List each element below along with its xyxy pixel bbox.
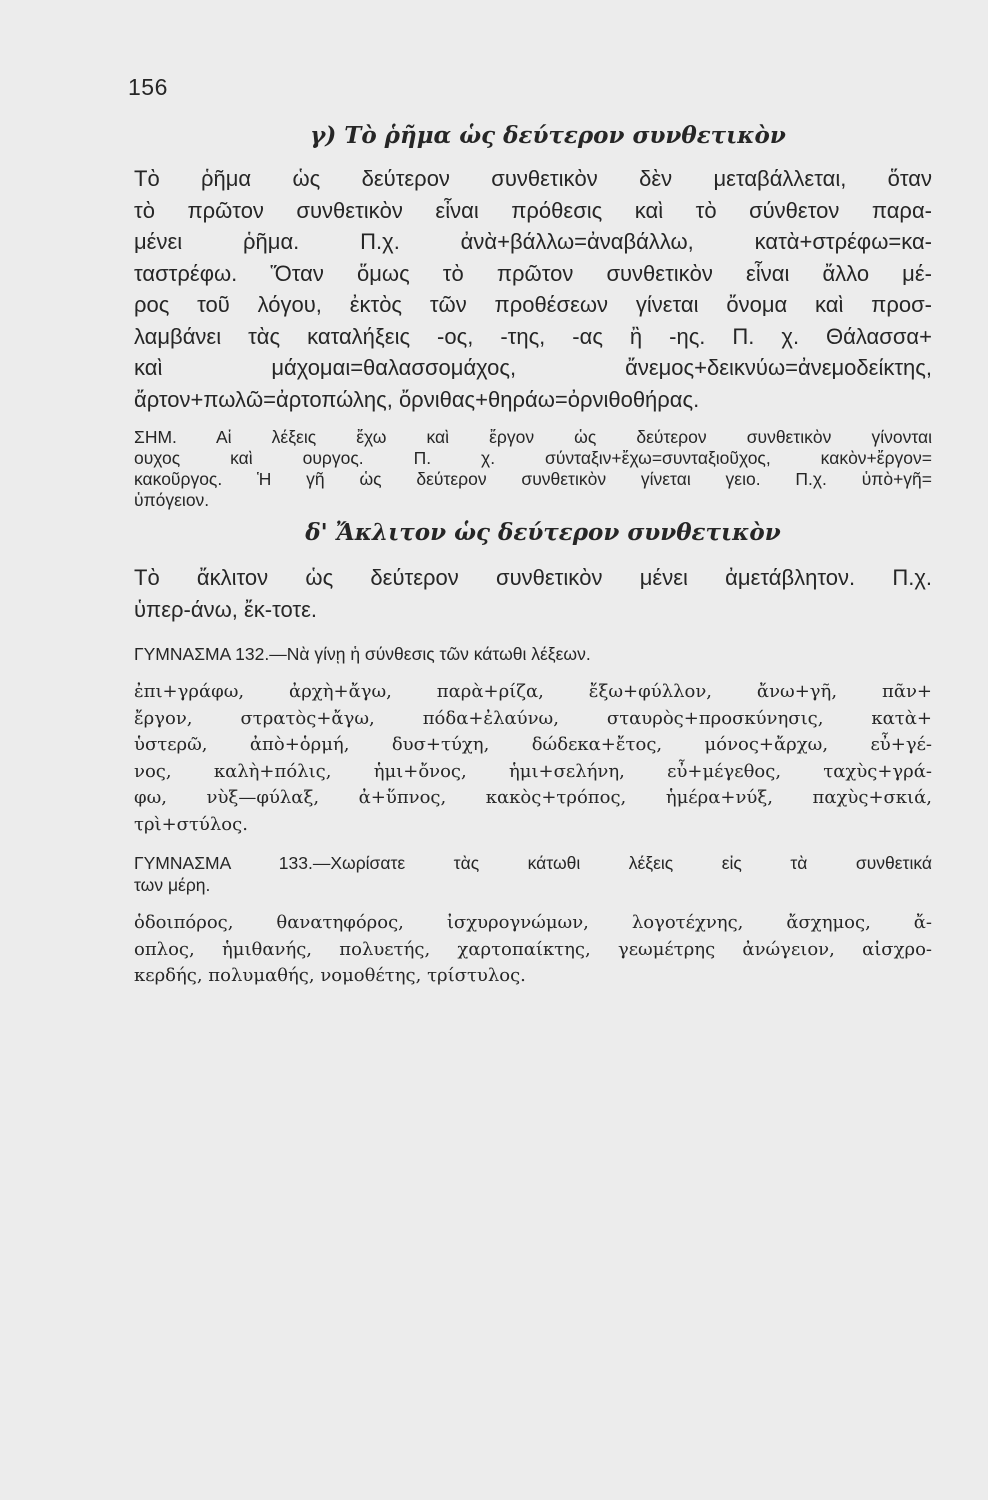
paragraph-line: μένει ῥῆμα. Π.χ. ἀνὰ+βάλλω=ἀναβάλλω, κατὰ+στρέφω=κα- — [134, 229, 932, 254]
exercise-line: νος, καλὴ+πόλις, ἡμι+ὄνος, ἡμι+σελήνη, εὖ+μέγεθος, ταχὺς+γρά- — [134, 760, 932, 782]
exercise-line: φω, νὺξ—φύλαξ, ἀ+ὕπνος, κακὸς+τρόπος, ἡμέρα+νύξ, παχὺς+σκιά, — [134, 787, 932, 808]
note-line: ὑπόγειον. — [134, 490, 210, 510]
exercise-133-title — [134, 852, 932, 896]
note-paragraph — [134, 427, 932, 511]
exercise-title-line: ΓΥΜΝΑΣΜΑ 132.—Νὰ γίνῃ ἡ σύνθεσις τῶν κάτωθι λέξεων. — [134, 644, 591, 664]
section-heading-verb: γ) Τὸ ῥῆμα ὡς δεύτερον συνθετικὸν — [310, 122, 786, 149]
exercise-title-line: των μέρη. — [134, 875, 211, 895]
exercise-line: ὁδοιπόρος, θανατηφόρος, ἰσχυρογνώμων, λογοτέχνης, ἄσχημος, ἄ- — [134, 912, 932, 933]
exercise-line: οπλος, ἡμιθανής, πολυετής, χαρτοπαίκτης, γεωμέτρης ἀνώγειον, αἰσχρο- — [134, 938, 932, 960]
exercise-133-text — [134, 910, 932, 990]
note-line: ουχος καὶ ουργος. Π. χ. σύνταξιν+ἔχω=συνταξιοῦχος, κακὸν+ἔργον= — [134, 448, 932, 468]
paragraph-verb-compound — [134, 163, 932, 415]
exercise-line: ἔργον, στρατὸς+ἄγω, πόδα+ἐλαύνω, σταυρὸς+προσκύνησις, κατὰ+ — [134, 707, 932, 729]
paragraph-line: ὑπερ-άνω, ἔκ-τοτε. — [134, 596, 318, 622]
paragraph-line: ρος τοῦ λόγου, ἐκτὸς τῶν προθέσεων γίνεται ὄνομα καὶ προσ- — [134, 292, 932, 317]
note-line: κακοῦργος. Ἡ γῆ ὡς δεύτερον συνθετικὸν γίνεται γειο. Π.χ. ὑπὸ+γῆ= — [134, 469, 932, 489]
exercise-132-text — [134, 679, 932, 838]
exercise-line: τρὶ+στύλος. — [134, 813, 248, 835]
section-heading-indeclinable: δ' Ἄκλιτον ὡς δεύτερον συνθετικὸν — [305, 519, 781, 546]
paragraph-line: Τὸ ῥῆμα ὡς δεύτερον συνθετικὸν δὲν μεταβάλλεται, ὅταν — [134, 166, 932, 191]
exercise-line: ὑστερῶ, ἀπὸ+ὁρμή, δυσ+τύχη, δώδεκα+ἔτος, μόνος+ἄρχω, εὖ+γέ- — [134, 734, 932, 755]
exercise-title-line: ΓΥΜΝΑΣΜΑ 133.—Χωρίσατε τὰς κάτωθι λέξεις εἰς τὰ συνθετικά — [134, 853, 932, 873]
exercise-line: κερδής, πολυμαθής, νομοθέτης, τρίστυλος. — [134, 965, 526, 986]
paragraph-line: τὸ πρῶτον συνθετικὸν εἶναι πρόθεσις καὶ τὸ σύνθετον παρα- — [134, 197, 932, 223]
paragraph-line: ταστρέφω. Ὅταν ὅμως τὸ πρῶτον συνθετικὸν εἶναι ἄλλο μέ- — [134, 260, 932, 286]
paragraph-indeclinable — [134, 562, 932, 625]
exercise-line: ἐπι+γράφω, ἀρχὴ+ἄγω, παρὰ+ρίζα, ἔξω+φύλλον, ἄνω+γῆ, πᾶν+ — [134, 681, 932, 702]
paragraph-line: καὶ μάχομαι=θαλασσομάχος, ἄνεμος+δεικνύω=ἀνεμοδείκτης, — [134, 355, 932, 380]
note-line: ΣΗΜ. Αἱ λέξεις ἔχω καὶ ἔργον ὡς δεύτερον συνθετικὸν γίνονται — [134, 427, 932, 447]
paragraph-line: λαμβάνει τὰς καταλήξεις -ος, -της, -ας ἢ -ης. Π. χ. Θάλασσα+ — [134, 323, 932, 349]
paragraph-line: ἄρτον+πωλῶ=ἀρτοπώλης, ὄρνιθας+θηράω=ὀρνιθοθήρας. — [134, 386, 700, 412]
exercise-132-title — [134, 643, 932, 665]
paragraph-line: Τὸ ἄκλιτον ὡς δεύτερον συνθετικὸν μένει ἀμετάβλητον. Π.χ. — [134, 565, 932, 590]
page-number: 156 — [128, 74, 168, 100]
page-content — [134, 122, 932, 1004]
